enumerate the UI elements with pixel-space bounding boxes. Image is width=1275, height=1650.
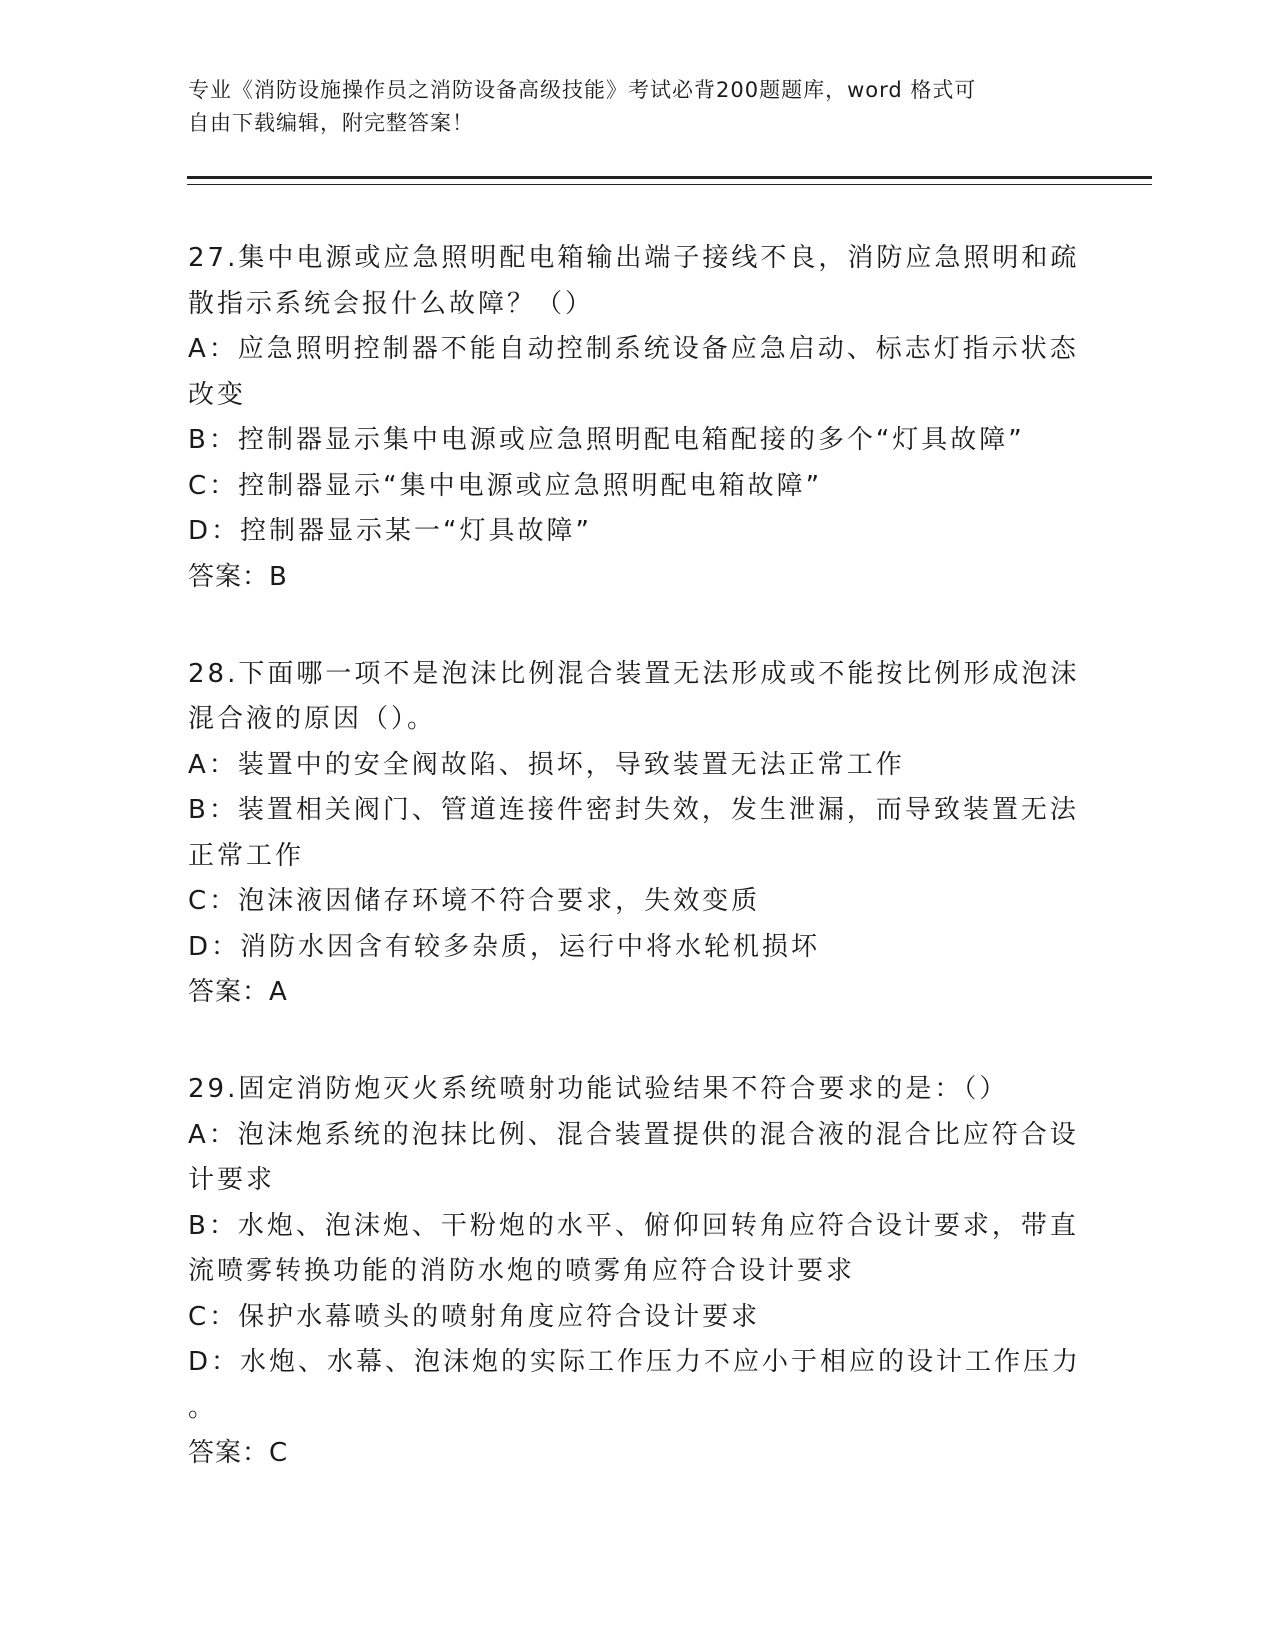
answer: 答案：C — [188, 1438, 289, 1468]
question-28 — [188, 652, 1088, 1016]
question-list — [188, 236, 1088, 1528]
option-d: D：控制器显示某一“灯具故障” — [188, 516, 592, 546]
question-stem: 29.固定消防炮灭火系统喷射功能试验结果不符合要求的是：（） — [188, 1074, 1009, 1104]
header-line: 自由下载编辑，附完整答案！ — [188, 111, 474, 135]
header-divider — [187, 176, 1152, 185]
option-b: B：装置相关阀门、管道连接件密封失效，发生泄漏，而导致装置无法 — [188, 795, 1079, 825]
question-stem: 28.下面哪一项不是泡沫比例混合装置无法形成或不能按比例形成泡沫 — [188, 658, 1080, 689]
option-a: A：应急照明控制器不能自动控制系统设备应急启动、标志灯指示状态 — [188, 334, 1079, 364]
option-a: A：装置中的安全阀故陷、损坏，导致装置无法正常工作 — [188, 749, 905, 780]
question-stem: 散指示系统会报什么故障？（） — [188, 288, 595, 319]
option-a: A：泡沫炮系统的泡抹比例、混合装置提供的混合液的混合比应符合设 — [188, 1119, 1079, 1150]
option-a-continued: 改变 — [188, 379, 247, 410]
answer: 答案：B — [188, 561, 288, 592]
option-a-continued: 计要求 — [188, 1165, 276, 1195]
question-stem: 27.集中电源或应急照明配电箱输出端子接线不良，消防应急照明和疏 — [188, 243, 1080, 273]
document-header — [188, 74, 1068, 140]
option-b-continued: 正常工作 — [188, 840, 305, 871]
question-29 — [188, 1067, 1088, 1476]
option-d: D：消防水因含有较多杂质，运行中将水轮机损坏 — [188, 931, 821, 962]
option-b: B：水炮、泡沫炮、干粉炮的水平、俯仰回转角应符合设计要求，带直 — [188, 1210, 1079, 1241]
option-c: C：泡沫液因储存环境不符合要求，失效变质 — [188, 886, 761, 916]
question-27 — [188, 236, 1088, 600]
question-stem: 混合液的原因（）。 — [188, 704, 437, 734]
option-c: C：保护水幕喷头的喷射角度应符合设计要求 — [188, 1301, 761, 1332]
header-line: 专业《消防设施操作员之消防设备高级技能》考试必背200题题库，word 格式可 — [188, 78, 977, 102]
option-b-continued: 流喷雾转换功能的消防水炮的喷雾角应符合设计要求 — [188, 1256, 856, 1286]
option-b: B：控制器显示集中电源或应急照明配电箱配接的多个“灯具故障” — [188, 425, 1025, 455]
option-d-continued: 。 — [188, 1392, 218, 1423]
option-d: D：水炮、水幕、泡沫炮的实际工作压力不应小于相应的设计工作压力 — [188, 1347, 1082, 1377]
option-c: C：控制器显示“集中电源或应急照明配电箱故障” — [188, 470, 823, 501]
answer: 答案：A — [188, 977, 288, 1007]
